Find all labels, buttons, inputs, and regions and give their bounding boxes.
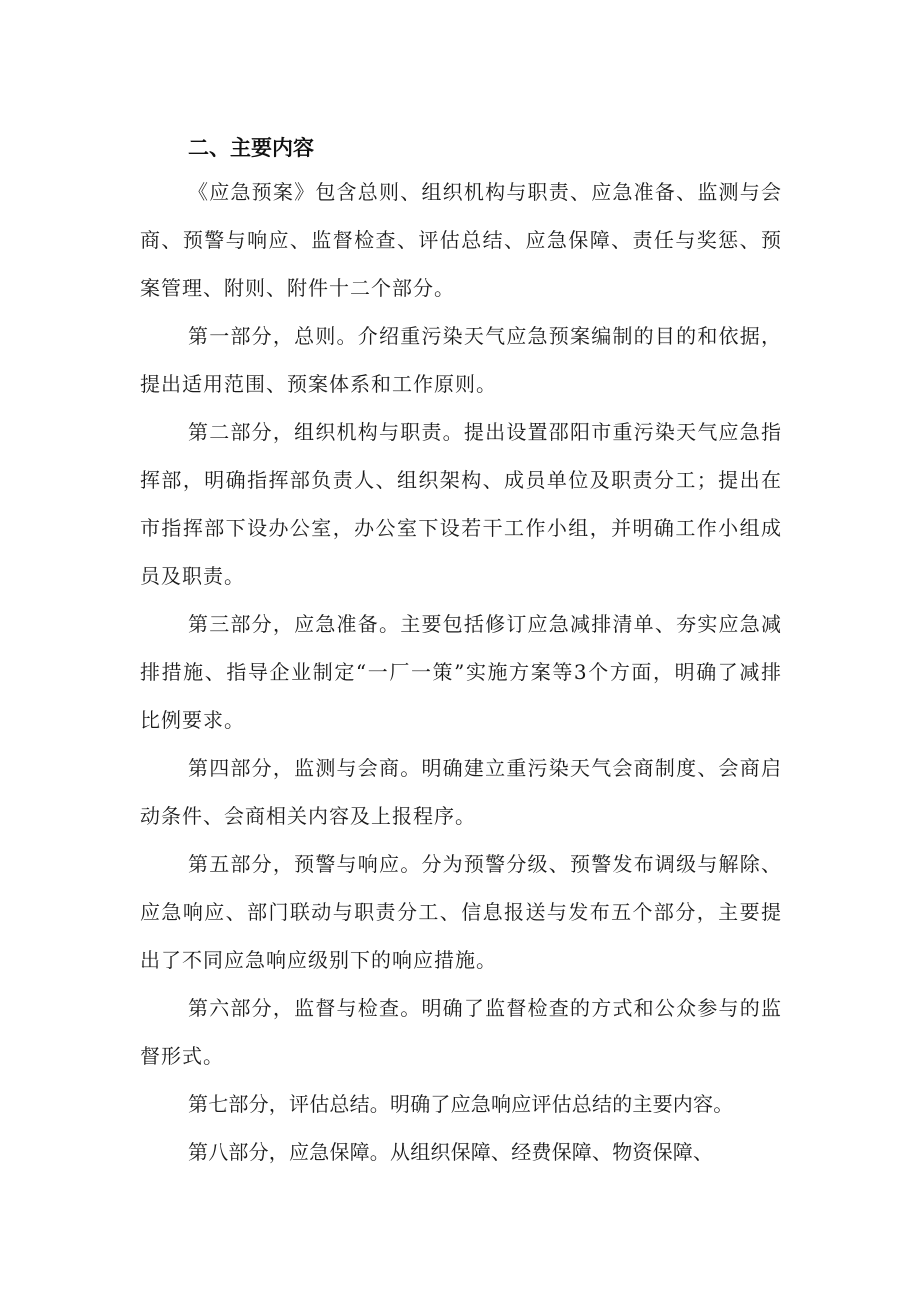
paragraph-part-2: 第二部分，组织机构与职责。提出设置邵阳市重污染天气应急指挥部，明确指挥部负责人、组织架构、成员单位及职责分工；提出在市指挥部下设办公室，办公室下设若干工作小组，并明确工作小组成员及职责。 bbox=[140, 420, 782, 588]
paragraph-part-8: 第八部分，应急保障。从组织保障、经费保障、物资保障、 bbox=[188, 1140, 714, 1164]
paragraph-part-7: 第七部分，评估总结。明确了应急响应评估总结的主要内容。 bbox=[188, 1092, 734, 1116]
paragraph-part-6: 第六部分，监督与检查。明确了监督检查的方式和公众参与的监督形式。 bbox=[140, 996, 782, 1068]
section-heading: 二、主要内容 bbox=[188, 136, 314, 160]
paragraph-part-1: 第一部分，总则。介绍重污染天气应急预案编制的目的和依据，提出适用范围、预案体系和工作原则。 bbox=[140, 324, 782, 396]
paragraph-part-4: 第四部分，监测与会商。明确建立重污染天气会商制度、会商启动条件、会商相关内容及上报程序。 bbox=[140, 756, 782, 828]
document-body bbox=[140, 128, 782, 1176]
paragraph-part-3: 第三部分，应急准备。主要包括修订应急减排清单、夯实应急减排措施、指导企业制定“一厂一策”实施方案等3个方面，明确了减排比例要求。 bbox=[140, 612, 782, 732]
paragraph-part-5: 第五部分，预警与响应。分为预警分级、预警发布调级与解除、应急响应、部门联动与职责分工、信息报送与发布五个部分，主要提出了不同应急响应级别下的响应措施。 bbox=[140, 852, 782, 972]
paragraph-overview: 《应急预案》包含总则、组织机构与职责、应急准备、监测与会商、预警与响应、监督检查、评估总结、应急保障、责任与奖惩、预案管理、附则、附件十二个部分。 bbox=[140, 180, 782, 300]
